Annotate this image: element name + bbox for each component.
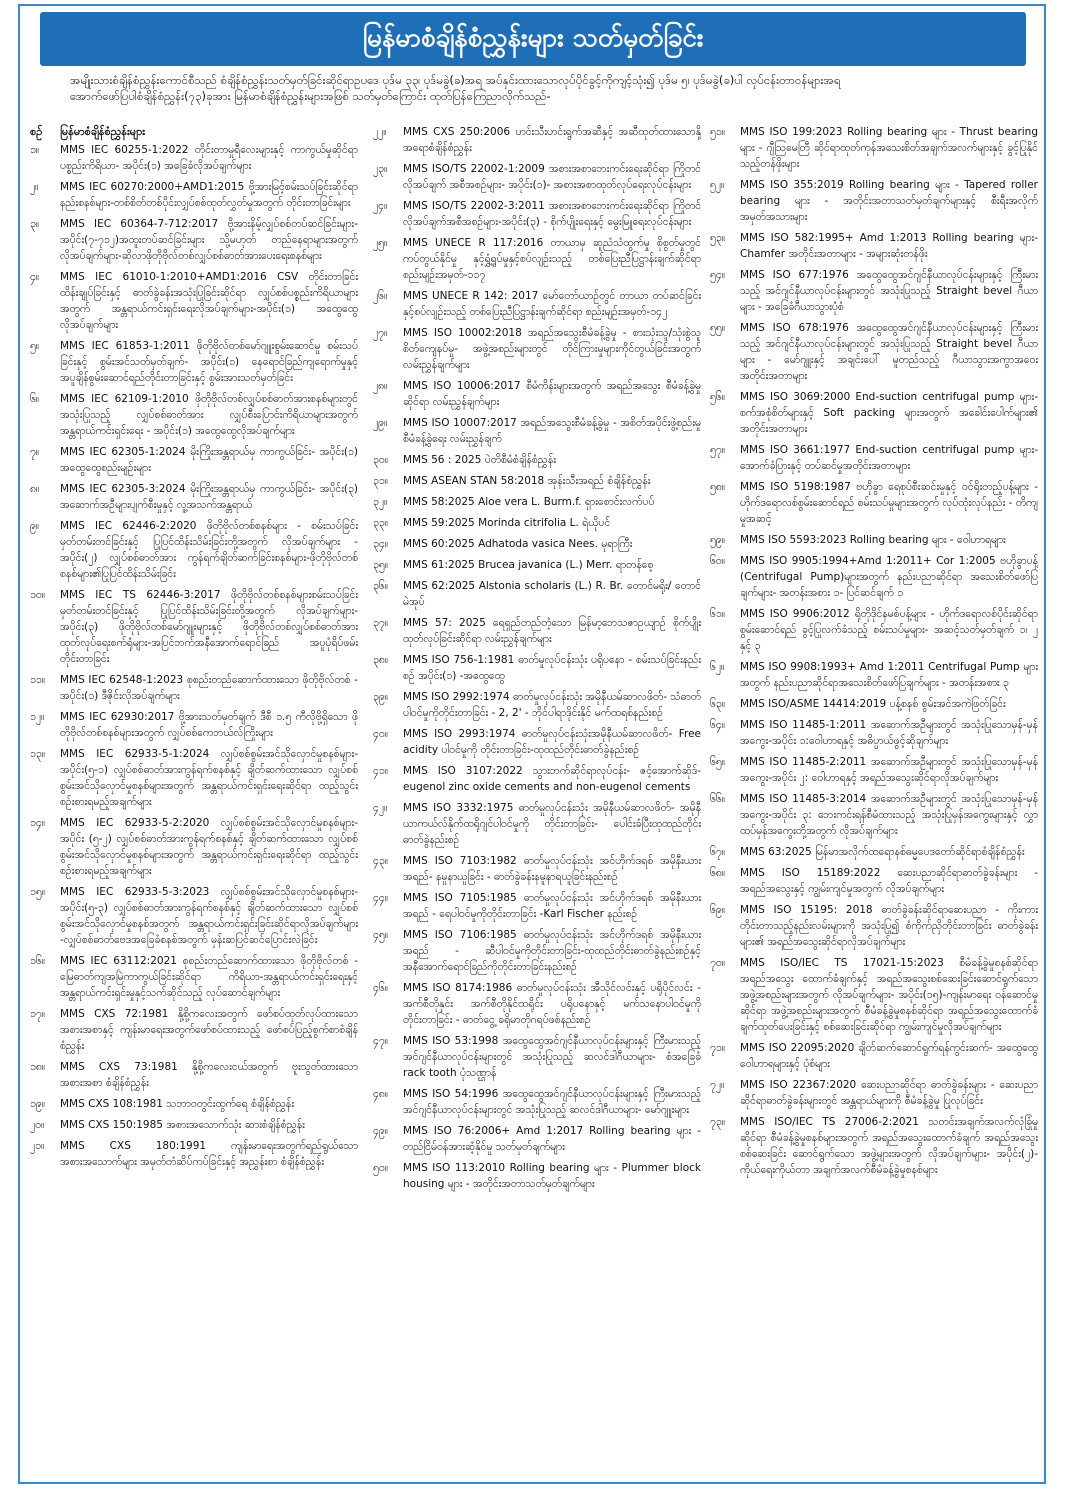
item-text: MMS CXS 180:1991 ကျန်းမာရေးအတွက်ရည်ရွယ်သော အစားအသောက်များ အမှတ်တံဆိပ်ကပ်ခြင်းနှင့် အညွှန်းစာ စံချိန်စံညွှန်း: [60, 1140, 358, 1168]
list-item: [710, 230, 1038, 262]
item-text: MMS 57: 2025 ရေရှည်တည်တံ့သော မြန်မာ့ဘေသဇာဥယျာဉ် စိုက်ပျိုးထုတ်လုပ်ခြင်းဆိုင်ရာ လမ်းညွှန်ချက်များ: [403, 617, 701, 645]
item-number: ၁၉။: [30, 1098, 45, 1110]
list-item: [710, 1114, 1038, 1178]
list-item: [30, 1006, 358, 1054]
list-item: [373, 980, 701, 1028]
item-text: MMS ISO 9906:2012 ရိုတိုဒိုင်နမစ်ပန့်များ - ဟိုက်ဒရောလစ်ပိုင်းဆိုင်ရာ စွမ်းဆောင်ရည် ခွင့်ပြုလက်ခံသည့် စမ်းသပ်မှုများ- အဆင့်သတ်မှတ်ချက် ၁၊ ၂ နှင့် ၃: [740, 608, 1038, 652]
item-text: MMS 56 : 2025 ပဲတိစီမံစံချိန်စံညွှန်း: [403, 454, 556, 466]
item-number: ၂။: [30, 181, 39, 193]
item-text: MMS IEC 60364-7-712:2017 ဗို့အားနိမ့်လျှပ်စစ်တပ်ဆင်ခြင်းများ- အပိုင်း(၇-၇၁၂)အထူးတပ်ဆင်ခြင်းများ သို့မဟုတ် တည်နေရာများအတွက် လိုအပ်ချက်များ-ဆိုလာဖိုတိုဗိုလ်တစ်လျှပ်စစ်ဓာတ်အားပေးရေးစနစ်များ: [60, 218, 358, 262]
list-item: [373, 890, 701, 922]
item-number: ၄၀။: [373, 728, 388, 740]
item-number: ၄၅။: [373, 929, 388, 941]
item-text: MMS IEC 62933-5-3:2023 လျှပ်စစ်စွမ်းအင်သိုလှောင်မှုစနစ်များ-အပိုင်း(၅-၃) လျှပ်စစ်ဓာတ်အားကွန်ရက်စနစ်နှင့် ချိတ်ဆက်ထားသော လျှပ်စစ်စွမ်းအင်သိုလှောင်မှုစနစ်အတွက် အန္တရာယ်ကင်းရှင်းခြင်းဆိုင်ရာလိုအပ်ချက်များ -လျှပ်စစ်ဓာတ်ဗေဒအခြေခံစနစ်အတွက် မှန်းဆပြင်ဆင်ပြောင်းလဲခြင်း: [60, 886, 358, 946]
item-number: ၂၆။: [373, 290, 388, 302]
item-number: ၂၅။: [373, 237, 388, 249]
list-item: [30, 1059, 358, 1091]
item-text: MMS UNECE R 142: 2017 မော်တော်ယာဉ်တွင် တာယာ တပ်ဆင်ခြင်းနှင့်စပ်လျဉ်းသည့် တစ်ပြေးညီပြဋ္ဌာန်းချက်ဆိုင်ရာ စည်းမျဉ်းအမှတ်-၁၄၂: [403, 290, 701, 318]
item-text: MMS CXS 72:1981 နို့စို့ကလေးအတွက် ဖော်စပ်ထုတ်လုပ်ထားသောအစားအစာနှင့် ကျန်းမာရေးအတွက်ဖော်စပ်ထားသည့် ဖော်စပ်ပြည့်စွက်စာစံချိန်စံညွှန်း: [60, 1008, 358, 1052]
list-item: [710, 791, 1038, 839]
list-item: [710, 442, 1038, 474]
item-number: ၁၅။: [30, 886, 45, 898]
item-text: MMS ISO 10002:2018 အရည်အသွေးစီမံခန့်ခွဲမှု - စားသုံးသူ/သုံးစွဲသူစိတ်ကျေနပ်မှု- အဖွဲ့အစည်းများတွင် တိုင်ကြားမှုများကိုင်တွယ်ခြင်းအတွက် လမ်းညွှန်ချက်များ: [403, 327, 701, 371]
item-number: ၆၁။: [710, 608, 725, 620]
item-text: MMS ASEAN STAN 58:2018 အုန်းသီးအရည် စံချိန်စံညွှန်း: [403, 475, 651, 487]
item-text: MMS ISO 22367:2020 ဆေးပညာဆိုင်ရာ ဓာတ်ခွဲခန်းများ - ဆေးပညာဆိုင်ရာဓာတ်ခွဲခန်းများတွင် အန္တရာယ်များကို စီမံခန့်ခွဲမှု ပြုလုပ်ခြင်း: [740, 1079, 1038, 1107]
item-number: ၁။: [30, 144, 40, 156]
item-number: ၄၇။: [373, 1035, 388, 1047]
list-item: [373, 689, 701, 721]
item-number: ၁၆။: [30, 955, 45, 967]
item-text: MMS ISO 7105:1985 ဓာတ်မှုလုပ်ငန်းသုံး အင်ဟိုက်ဒရစ် အမိုနီးယားအရည် - ရေပါဝင်မှုကိုတိုင်းတာခြင်း -Karl Fischer နည်းစဉ်: [403, 892, 701, 920]
item-text: MMS IEC 62305-3:2024 မိုးကြိုးအန္တရာယ်မှ ကာကွယ်ခြင်း- အပိုင်း(၃) အဆောက်အဦများပျက်စီးမှုနှင့် လူ့အသက်အန္တရာယ်: [60, 483, 358, 511]
item-text: MMS CXS 108:1981 သဘာဝတွင်းထွက်ရေ စံချိန်စံညွှန်း: [60, 1098, 295, 1110]
item-text: MMS ISO 355:2019 Rolling bearing များ - Tapered roller bearing များ - အတိုင်းအတာသတ်မှတ်ချက်များနှင့် စီးရီးအလိုက်အမှတ်အသားများ: [740, 179, 1038, 223]
list-item: [710, 865, 1038, 897]
item-text: MMS ISO 9905:1994+Amd 1:2011+ Cor 1:2005 ဗဟိုခွာပန့် (Centrifugal Pump)များအတွက် နည်းပညာဆိုင်ရာ အသေးစိတ်ဖော်ပြချက်များ- အတန်းအစား ၁- ပြင်ဆင်ချက် ၁: [740, 555, 1038, 599]
item-number: ၄၄။: [373, 892, 388, 904]
item-number: ၅။: [30, 340, 40, 352]
list-item: [30, 179, 358, 211]
list-item: [373, 853, 701, 885]
item-number: ၁၁။: [30, 674, 45, 686]
list-item: [710, 479, 1038, 527]
list-item: [710, 177, 1038, 225]
item-number: ၇၂။: [710, 1079, 725, 1091]
item-number: ၅၆။: [710, 391, 725, 403]
item-number: ၇၀။: [710, 957, 725, 969]
item-number: ၁၀။: [30, 589, 45, 601]
list-item: [373, 615, 701, 647]
item-text: MMS ISO 11485-1:2011 အဆောက်အဦများတွင် အသုံးပြုသောမှန်-မှန်အကွေး-အပိုင်း ၁:ဝေါဟာရနှင့် အဓိပ္ပာယ်ဖွင့်ဆိုချက်များ: [740, 719, 1038, 747]
list-item: [373, 515, 701, 531]
item-number: ၃၂။: [373, 496, 388, 508]
item-number: ၆၉။: [710, 904, 725, 916]
item-number: ၇၁။: [710, 1042, 725, 1054]
list-item: [373, 557, 701, 573]
item-text: MMS IEC 61853-1:2011 ဖိုတိုဗိုလ်တစ်မော်ဂျူးစွမ်းဆောင်မှု စမ်းသပ်ခြင်းနှင့် စွမ်းအင်သတ်မှတ်ချက်- အပိုင်း(၁) နေရောင်ခြည်ကျရောက်မှုနှင့် အပူချိန်စွမ်းဆောင်ရည်တိုင်းတာခြင်းနှင့် စွမ်းအားသတ်မှတ်ခြင်း: [60, 340, 358, 384]
item-text: MMS ISO 7106:1985 ဓာတ်မှုလုပ်ငန်းသုံး အင်ဟိုက်ဒရစ် အမိုနီးယားအရည် - ဆီပါဝင်မှုကိုတိုင်းတာခြင်း-ထုထည်တိုင်းဓာတ်ခွဲနည်းစဉ်နှင့် အနီအောက်ရောင်ခြည်ကိုတိုင်းတာခြင်းနည်းစဉ်: [403, 929, 701, 973]
item-text: MMS UNECE R 117:2016 တာယာမှ ဆူညံသံထွက်မှု စိုစွတ်မှုတွင် ကပ်တွယ်နိုင်မှု နှင့်ရွှံ့ရှုပ်မှုနှင့်စပ်လျဉ်းသည့် တစ်ပြေးညီပြဋ္ဌာန်းချက်ဆိုင်ရာ စည်းမျဉ်းအမှတ်-၁၁၇: [403, 237, 701, 281]
list-item: [373, 652, 701, 684]
list-item: [30, 746, 358, 810]
item-text: MMS IEC 62548-1:2023 စုစည်းတည်ဆောက်ထားသော ဖိုတိုဗိုလ်တစ် - အပိုင်း(၁) ဒီဇိုင်းလိုအပ်ချက်များ: [60, 674, 358, 702]
item-text: MMS ISO 756-1:1981 ဓာတ်မှုလုပ်ငန်းသုံး ပရိုပနော - စမ်းသပ်ခြင်းနည်းစဉ် အပိုင်း(၁) -အထွေထွေ: [403, 654, 701, 682]
item-number: ၆၂။: [710, 661, 725, 673]
item-number: ၁၃။: [30, 748, 45, 760]
item-text: MMS ISO 582:1995+ Amd 1:2013 Rolling bearing များ- Chamfer အတိုင်းအတာများ - အများဆုံးတန်ဖိုး: [740, 232, 1038, 260]
item-text: MMS ISO 678:1976 အထွေထွေအင်ဂျင်နီယာလုပ်ငန်းများနှင့် ကြီးမားသည့် အင်ဂျင်နီယာလုပ်ငန်းများတွင် အသုံးပြုသည့် Straight bevel ဂီယာများ - မော်ဂျူးနှင့် အချင်းပေါ် မူတည်သည့် ဂီယာသွားအကွာအဝေးအတိုင်းအတာများ: [740, 322, 1038, 382]
list-item: [373, 288, 701, 320]
item-number: ၇၃။: [710, 1116, 725, 1128]
list-item: [373, 161, 701, 193]
header-no: စဉ်: [30, 125, 43, 138]
list-item: [710, 902, 1038, 950]
list-item: [373, 452, 701, 468]
item-text: MMS IEC 62109-1:2010 ဖိုတိုဗိုလ်တစ်လျှပ်စစ်ဓာတ်အားစနစ်များတွင် အသုံးပြုသည့် လျှပ်စစ်ဓာတ်အား လျှပ်စီးပြောင်းကိရိယာများအတွက် အန္တရာယ်ကင်းရှင်းရေး - အပိုင်း(၁) အထွေထွေလိုအပ်ချက်များ: [60, 393, 358, 437]
item-text: MMS ISO/TS 22002-1:2009 အစားအစာဘေးကင်းရေးဆိုင်ရာ ကြိုတင်လိုအပ်ချက် အစီအစဉ်များ- အပိုင်း(၁)- အစားအစာထုတ်လုပ်ရေးလုပ်ငန်းများ: [403, 163, 701, 191]
item-text: MMS 58:2025 Aloe vera L. Burm.f. ရှားစောင်းလက်ပပ်: [403, 496, 655, 508]
item-number: ၅၇။: [710, 444, 725, 456]
list-item: [373, 578, 701, 610]
item-text: MMS ISO 15189:2022 ဆေးပညာဆိုင်ရာဓာတ်ခွဲခန်းများ - အရည်အသွေးနှင့် ကျွမ်းကျင်မှုအတွက် လိုအပ်ချက်များ: [740, 867, 1038, 895]
intro-line: အောက်ဖော်ပြပါစံချိန်စံညွှန်း(၇၃)ခုအား မြန်မာစံချိန်စံညွှန်းများအဖြစ် သတ်မှတ်ကြောင်း ထုတ်ပြန်ကြေညာလိုက်သည်-: [70, 89, 551, 103]
item-number: ၃၈။: [373, 654, 389, 666]
item-text: MMS ISO 10006:2017 စီမံကိန်းများအတွက် အရည်အသွေး စီမံခန့်ခွဲမှုဆိုင်ရာ လမ်းညွှန်ချက်များ: [403, 380, 701, 408]
list-item: [710, 267, 1038, 315]
list-item: [710, 606, 1038, 654]
item-number: ၆၈။: [710, 867, 726, 879]
item-text: MMS ISO 15195: 2018 ဓာတ်ခွဲခန်းဆိုင်ရာဆေးပညာ - ကိုးကားတိုင်းတာသည့်နည်းလမ်းများကို အသုံးပြု၍ စံကိုက်ညှိတိုင်းတာခြင်း ဓာတ်ခွဲခန်းများ၏ အရည်အသွေးဆိုင်ရာလိုအပ်ချက်များ: [740, 904, 1038, 948]
item-number: ၆၆။: [710, 793, 725, 805]
list-item: [710, 389, 1038, 437]
list-item: [373, 325, 701, 373]
list-item: [373, 763, 701, 795]
item-text: MMS ISO 3107:2022 သွားဘက်ဆိုင်ရာလုပ်ငန်း- ဇင့်အောက်ဆိုဒ်-eugenol zinc oxide cements and non-eugenol cements: [403, 765, 701, 793]
list-item: [30, 672, 358, 704]
list-item: [30, 953, 358, 1001]
item-number: ၅၉။: [710, 534, 725, 546]
item-number: ၁၈။: [30, 1061, 46, 1073]
intro-line: အမျိုးသားစံချိန်စံညွှန်းကောင်စီသည် စံချိန်စံညွှန်းသတ်မှတ်ခြင်းဆိုင်ရာဥပဒေ ပုဒ်မ ၃၃၊ ပုဒ်မခွဲ(ခ)အရ အပ်နှင်းထားသောလုပ်ပိုင်ခွင့်ကိုကျင့်သုံး၍ ပုဒ်မ ၅၊ ပုဒ်မခွဲ(ခ)ပါ လုပ်ငန်းတာဝန်များအရ: [70, 73, 841, 87]
list-item: [373, 927, 701, 975]
item-text: MMS ISO 10007:2017 အရည်အသွေးစီမံခန့်ခွဲမှု - အစိတ်အပိုင်းဖွဲ့စည်းမှုစီမံခန့်ခွဲရေး လမ်းညွှန်ချက်: [403, 417, 701, 445]
item-text: MMS ISO 7103:1982 ဓာတ်မှုလုပ်ငန်းသုံး အင်ဟိုက်ဒရစ် အမိုနီးယားအရည်- နမူနာယူခြင်း - ဓာတ်ခွဲခန်းနမူနာရယူခြင်းနည်းစဉ်: [403, 855, 701, 883]
list-item: [710, 532, 1038, 548]
standards-column-1: [30, 124, 358, 1175]
list-item: [30, 1138, 358, 1170]
list-item: [30, 142, 358, 174]
list-item: [710, 1040, 1038, 1072]
header-name: မြန်မာစံချိန်စံညွှန်းများ: [60, 125, 146, 138]
list-item: [373, 726, 701, 758]
standards-column-3: [710, 124, 1038, 1183]
list-item: [373, 198, 701, 230]
item-number: ၅၀။: [373, 1162, 388, 1174]
list-item: [710, 754, 1038, 786]
list-item: [373, 1123, 701, 1155]
item-number: ၉။: [30, 520, 40, 532]
item-text: MMS CXS 250:2006 ဟင်းသီးဟင်းရွက်အဆီနှင့် အဆီထုတ်ထားသောနို့အရောစံချိန်စံညွှန်း: [403, 126, 701, 154]
item-text: MMS ISO 3661:1977 End-suction centrifugal pump များ- အောက်ခံပြားနှင့် တပ်ဆင်မှုအတိုင်းအတာများ: [740, 444, 1038, 472]
column-header: [30, 124, 358, 140]
item-number: ၆၄။: [710, 719, 725, 731]
item-text: MMS IEC 62933-5-1:2024 လျှပ်စစ်စွမ်းအင်သိုလှောင်မှုစနစ်များ- အပိုင်း(၅-၁) လျှပ်စစ်ဓာတ်အားကွန်ရက်စနစ်နှင့် ချိတ်ဆက်ထားသော လျှပ်စစ်စွမ်းအင်သိုလှောင်မှုစနစ်များအတွက် အန္တရာယ်ကင်းရှင်းရေးဆိုင်ရာ ထည့်သွင်းစဉ်းစားရမည့်အချက်များ: [60, 748, 358, 808]
item-number: ၄၂။: [373, 802, 388, 814]
item-text: MMS ISO 2992:1974 ဓာတ်မှုလုပ်ငန်းသုံး အမိုနီယမ်ဆာလဖိတ်- သံဓာတ်ပါဝင်မှုကိုတိုင်းတာခြင်း - 2, 2' - ဘိုင်ပါရာဒိုင်းနိုင် မက်ထရစ်နည်းစဉ်: [403, 691, 701, 719]
item-number: ၂၈။: [373, 380, 388, 392]
list-item: [710, 717, 1038, 749]
list-item: [710, 696, 1038, 712]
item-number: ၅၄။: [710, 269, 725, 281]
item-text: MMS IEC 62446-2:2020 ဖိုတိုဗိုလ်တစ်စနစ်များ - စမ်းသပ်ခြင်း မှတ်တမ်းတင်ခြင်းနှင့် ပြုပြင်ထိန်းသိမ်းခြင်းတို့အတွက် လိုအပ်ချက်များ - အပိုင်း(၂) လျှပ်စစ်ဓာတ်အား ကွန်ရက်ချိတ်ဆက်ခြင်းစနစ်များ-ဖိုတိုဗိုလ်တစ်စနစ်များ၏ပြုပြင်ထိန်းသိမ်းခြင်း: [60, 520, 358, 580]
item-text: MMS ISO 3332:1975 ဓာတ်မှုလုပ်ငန်းသုံး အမိုနီယမ်ဆာလဖိတ်- အမိုနီယာကယ်လ်နိုက်ထရိုဂျင်ပါဝင်မှုကို တိုင်းတာခြင်း- ပေါင်းခံပြီးထုထည်တိုင်းဓာတ်ခွဲနည်းစဉ်: [403, 802, 701, 846]
item-text: MMS IEC 62930:2017 ဗို့အားသတ်မှတ်ချက် ဒီစီ ၁.၅ ကီလိုဗို့ရှိသော ဖိုတိုဗိုလ်တစ်စနစ်များအတွက် လျှပ်စစ်ကေဘယ်လ်ကြိုးများ: [60, 711, 358, 739]
list-item: [373, 1086, 701, 1118]
item-number: ၂၄။: [373, 200, 388, 212]
item-text: MMS IEC 62305-1:2024 မိုးကြိုးအန္တရာယ်မှ ကာကွယ်ခြင်း- အပိုင်း(၁) အထွေထွေစည်းမျဉ်းများ: [60, 446, 358, 474]
list-item: [710, 955, 1038, 1035]
item-number: ၄၉။: [373, 1125, 388, 1137]
list-item: [30, 587, 358, 667]
list-item: [30, 1096, 358, 1112]
item-text: MMS ISO/ASME 14414:2019 ပန့်စနစ် စွမ်းအင်အကဲဖြတ်ခြင်း: [740, 698, 1006, 710]
item-number: ၆။: [30, 393, 40, 405]
item-number: ၆၀။: [710, 555, 725, 567]
item-number: ၂၁။: [30, 1140, 45, 1152]
list-item: [30, 709, 358, 741]
item-text: MMS ISO 53:1998 အထွေထွေအင်ဂျင်နီယာလုပ်ငန်းများနှင့် ကြီးမားသည့် အင်ဂျင်နီယာလုပ်ငန်းများတွင် အသုံးပြုသည့် ဆလင်ဒါဂီယာများ- စံအခြေခံ rack tooth ပုံသဏ္ဌာန်: [403, 1035, 701, 1079]
item-text: MMS ISO 11485-2:2011 အဆောက်အဦများတွင် အသုံးပြုသောမှန်-မှန်အကွေး-အပိုင်း ၂: ဝေါဟာရနှင့် အရည်အသွေးဆိုင်ရာလိုအပ်ချက်များ: [740, 756, 1038, 784]
item-text: MMS ISO 76:2006+ Amd 1:2017 Rolling bearing များ - တည်ငြိမ်ဝန်အားဆံ့နိုင်မှု သတ်မှတ်ချက်များ: [403, 1125, 701, 1153]
item-number: ၄။: [30, 271, 40, 283]
item-text: MMS IEC 63112:2021 စုစည်းတည်ဆောက်ထားသော ဖိုတိုဗိုလ်တစ် - မြေဓာတ်ကျအမြဲကာကွယ်ခြင်းဆိုင်ရာ ကိရိယာ-အန္တရာယ်ကင်းရှင်းရေးနှင့် အန္တရာယ်ကင်းရှင်းမှုနှင့်သက်ဆိုင်သည့် လုပ်ဆောင်ချက်များ: [60, 955, 358, 999]
item-text: MMS ISO 5198:1987 ဗဟိုခွာ ရေစုပ်စီးဆင်းမှုနှင့် ဝင်ရိုးတည့်ပန့်များ - ဟိုက်ဒရောလစ်စွမ်းဆောင်ရည် စမ်းသပ်မှုများအတွက် လုပ်ထုံးလုပ်နည်း - တိကျမှုအဆင့်: [740, 481, 1038, 525]
list-item: [373, 494, 701, 510]
item-number: ၂၉။: [373, 417, 388, 429]
item-number: ၃၉။: [373, 691, 388, 703]
item-text: MMS ISO 54:1996 အထွေထွေအင်ဂျင်နီယာလုပ်ငန်းများနှင့် ကြီးမားသည့် အင်ဂျင်နီယာလုပ်ငန်းများတွင် အသုံးပြုသည့် ဆလင်ဒါဂီယာများ- မော်ဂျူးများ: [403, 1088, 701, 1116]
list-item: [30, 216, 358, 264]
list-item: [710, 124, 1038, 172]
item-number: ၁၂။: [30, 711, 45, 723]
item-text: MMS ISO 5593:2023 Rolling bearing များ - ဝေါဟာရများ: [740, 534, 1006, 546]
item-text: MMS CXS 73:1981 နို့စို့ကလေးငယ်အတွက် ဗူးသွတ်ထားသော အစားအစာ စံချိန်စံညွှန်း: [60, 1061, 358, 1089]
item-number: ၇။: [30, 446, 40, 458]
item-number: ၆၅။: [710, 756, 725, 768]
item-text: MMS ISO 2993:1974 ဓာတ်မှုလုပ်ငန်းသုံးအမိုနီယမ်ဆာလဖိတ်- Free acidity ပါဝင်မှုကို တိုင်းတာခြင်း-ထုထည်တိုင်းဓာတ်ခွဲနည်းစဉ်: [403, 728, 701, 756]
list-item: [373, 1160, 701, 1192]
item-number: ၆၃။: [710, 698, 725, 710]
item-number: ၂၃။: [373, 163, 388, 175]
list-item: [30, 269, 358, 333]
item-text: MMS IEC 60255-1:2022 တိုင်းတာမှုရီလေးများနှင့် ကာကွယ်မှုဆိုင်ရာပစ္စည်းကိရိယာ- အပိုင်း(၁) အခြေခံလိုအပ်ချက်များ: [60, 144, 358, 172]
item-number: ၄၁။: [373, 765, 388, 777]
item-number: ၂၇။: [373, 327, 388, 339]
standards-column-2: [373, 124, 701, 1197]
list-item: [30, 1117, 358, 1133]
list-item: [373, 415, 701, 447]
page-title: မြန်မာစံချိန်စံညွှန်းများ သတ်မှတ်ခြင်း: [362, 22, 704, 53]
title-banner: [40, 12, 1026, 66]
item-text: MMS 63:2025 မြန်မာအလိုက်ထရောနစ်ဓမ္မပေဒတော်ဆိုင်ရာစံချိန်စံညွှန်း: [740, 846, 1025, 858]
list-item: [710, 553, 1038, 601]
list-item: [710, 659, 1038, 691]
item-text: MMS 59:2025 Morinda citrifolia L. ရဲယိုပင်: [403, 517, 611, 529]
item-text: MMS ISO/TS 22002-3:2011 အစားအစာဘေးကင်းရေးဆိုင်ရာ ကြိုတင်လိုအပ်ချက်အစီအစဉ်များ-အပိုင်း(၃) - စိုက်ပျိုးရေးနှင့် မွေးမြူရေးလုပ်ငန်းများ: [403, 200, 701, 228]
list-item: [30, 338, 358, 386]
list-item: [373, 235, 701, 283]
item-text: MMS 60:2025 Adhatoda vasica Nees. မုရာကြီး: [403, 538, 633, 550]
item-number: ၂၀။: [30, 1119, 45, 1131]
item-number: ၃၃။: [373, 517, 388, 529]
item-number: ၃၁။: [373, 475, 388, 487]
item-number: ၃၀။: [373, 454, 388, 466]
item-text: MMS ISO/IEC TS 17021-15:2023 စီမံခန့်ခွဲမှုစနစ်ဆိုင်ရာ အရည်အသွေး ထောက်ခံချက်နှင့် အရည်အသွေးစစ်ဆေးခြင်းဆောင်ရွက်သော အဖွဲ့အစည်းများအတွက် လိုအပ်ချက်များ- အပိုင်း(၁၅)-ကျန်းမာရေး ဝန်ဆောင်မှုဆိုင်ရာ အဖွဲ့အစည်းများအတွက် စီမံခန့်ခွဲမှုစနစ်ဆိုင်ရာ အရည်အသွေးထောက်ခံချက်ထုတ်ပေးခြင်းနှင့် စစ်ဆေးခြင်းဆိုင်ရာ ကျွမ်းကျင်မှုလိုအပ်ချက်များ: [740, 957, 1038, 1033]
item-number: ၅၂။: [710, 179, 725, 191]
item-number: ၃၄။: [373, 538, 388, 550]
list-item: [373, 473, 701, 489]
item-text: MMS ISO 22095:2020 ချိတ်ဆက်ဆောင်ရွက်ရန်ကွင်းဆက်- အထွေထွေဝေါဟာရများနှင့် ပုံစံများ: [740, 1042, 1038, 1070]
item-number: ၄၆။: [373, 982, 388, 994]
item-number: ၃၅။: [373, 559, 388, 571]
item-text: MMS ISO 8174:1986 ဓာတ်မှုလုပ်ငန်းသုံး အီသိုင်လင်းနှင့် ပရိုပိုင်လင်း - အက်စီတိုနှင်း အက်စီတိုနိုင်ထရိုင်း ပရိုပနောနှင့် မက်သနောပါဝင်မှုကိုတိုင်းတာခြင်း - ဓာတ်ငွေ့ ခရိုမာတိုဂရပ်ဖစ်နည်းစဉ်: [403, 982, 701, 1026]
item-text: MMS ISO 199:2023 Rolling bearing များ - Thrust bearing များ - ဂျီဩမေတြီ ဆိုင်ရာထုတ်ကုန်အသေးစိတ်အချက်အလက်များနှင့် ခွင့်ပြုနိုင်သည့်တန်ဖိုးများ: [740, 126, 1038, 170]
item-number: ၈။: [30, 483, 40, 495]
item-number: ၃၇။: [373, 617, 388, 629]
list-item: [30, 884, 358, 948]
item-number: ၅၁။: [710, 126, 725, 138]
list-item: [710, 320, 1038, 384]
item-number: ၂၂။: [373, 126, 387, 138]
item-text: MMS IEC TS 62446-3:2017 ဖိုတိုဗိုလ်တစ်စနစ်များစမ်းသပ်ခြင်း မှတ်တမ်းတင်ခြင်းနှင့် ပြုပြင်ထိန်းသိမ်းခြင်းတို့အတွက် လိုအပ်ချက်များ- အပိုင်း(၃) ဖိုတိုဗိုလ်တစ်မော်ဂျူးများနှင့် ဖိုတိုဗိုလ်တစ်လျှပ်စစ်ဓာတ်အား ထုတ်လုပ်ရေးစက်ရုံများ-အပြင်ဘက်အနီအောက်ရောင်ခြည် အပူပုံရိပ်ဖမ်းတိုင်းတာခြင်း: [60, 589, 358, 665]
item-text: MMS ISO 9908:1993+ Amd 1:2011 Centrifugal Pump များအတွက် နည်းပညာဆိုင်ရာအသေးစိတ်ဖော်ပြချက်များ - အတန်းအစား ၃: [740, 661, 1038, 689]
item-text: MMS ISO 11485-3:2014 အဆောက်အဦများတွင် အသုံးပြုသောမှန်-မှန်အကွေး-အပိုင်း ၃: ဘေးကင်းရန်စီမံထားသည့် အသုံးပြုမှန်အကွေးများနှင့် လွှာထပ်မှန်အကွေးတို့အတွက် လိုအပ်ချက်များ: [740, 793, 1038, 837]
list-item: [30, 481, 358, 513]
item-text: MMS ISO 3069:2000 End-suction centrifugal pump များ- စက်အစုံစိတ်များနှင့် Soft packing များအတွက် အခေါင်းပေါက်များ၏ အတိုင်းအတာများ: [740, 391, 1038, 435]
list-item: [373, 124, 701, 156]
list-item: [373, 378, 701, 410]
item-text: MMS ISO 677:1976 အထွေထွေအင်ဂျင်နီယာလုပ်ငန်းများနှင့် ကြီးမားသည့် အင်ဂျင်နီယာလုပ်ငန်းများတွင် အသုံးပြုသည့် Straight bevel ဂီယာများ - အခြေခံဂီယာသွားပုံစံ: [740, 269, 1038, 313]
item-text: MMS CXS 150:1985 အစားအသောက်သုံး ဆားစံချိန်စံညွှန်း: [60, 1119, 305, 1131]
item-text: MMS IEC 62933-5-2:2020 လျှပ်စစ်စွမ်းအင်သိုလှောင်မှုစနစ်များ- အပိုင်း (၅-၂) လျှပ်စစ်ဓာတ်အားကွန်ရက်စနစ်နှင့် ချိတ်ဆက်ထားသော လျှပ်စစ်စွမ်းအင်သိုလှောင်မှုစနစ်များအတွက် အန္တရာယ်ကင်းရှင်းရေးဆိုင်ရာ ထည့်သွင်းစဉ်းစားရမည့်အချက်များ: [60, 817, 358, 877]
item-text: MMS ISO 113:2010 Rolling bearing များ - Plummer block housing များ - အတိုင်းအတာသတ်မှတ်ချက်များ: [403, 1162, 701, 1190]
item-number: ၅၈။: [710, 481, 726, 493]
list-item: [373, 800, 701, 848]
list-item: [373, 536, 701, 552]
item-text: MMS 61:2025 Brucea javanica (L.) Merr. ရာတန်စေ့: [403, 559, 654, 571]
item-number: ၃။: [30, 218, 40, 230]
list-item: [30, 391, 358, 439]
list-item: [30, 815, 358, 879]
list-item: [30, 518, 358, 582]
list-item: [710, 1077, 1038, 1109]
item-number: ၆၇။: [710, 846, 725, 858]
intro-paragraph: [70, 72, 1030, 104]
item-text: MMS IEC 61010-1:2010+AMD1:2016 CSV တိုင်းတာခြင်း ထိန်းချုပ်ခြင်းနှင့် ဓာတ်ခွဲခန်းအသုံးပြုခြင်းဆိုင်ရာ လျှပ်စစ်ပစ္စည်းကိရိယာများအတွက် အန္တရာယ်ကင်းရှင်းရေးလိုအပ်ချက်များ-အပိုင်း(၁) အထွေထွေလိုအပ်ချက်များ: [60, 271, 358, 331]
item-text: MMS IEC 60270:2000+AMD1:2015 ဗို့အားမြင့်စမ်းသပ်ခြင်းဆိုင်ရာနည်းစနစ်များ-တစ်စိတ်တစ်ပိုင်းလျှပ်စစ်ထုတ်လွှတ်မှုအတွက် တိုင်းတာခြင်းများ: [60, 181, 358, 209]
item-number: ၄၃။: [373, 855, 388, 867]
item-text: MMS 62:2025 Alstonia scholaris (L.) R. Br. တောင်မရိုး/ တောင်မဲအုပ်: [403, 580, 701, 608]
list-item: [30, 444, 358, 476]
item-number: ၅၃။: [710, 232, 725, 244]
item-number: ၁၄။: [30, 817, 45, 829]
list-item: [710, 844, 1038, 860]
item-number: ၅၅။: [710, 322, 725, 334]
list-item: [373, 1033, 701, 1081]
item-text: MMS ISO/IEC TS 27006-2:2021 သတင်းအချက်အလက်လုံခြုံမှုဆိုင်ရာ စီမံခန့်ခွဲမှုစနစ်များအတွက် အရည်အသွေးထောက်ခံချက် အရည်အသွေးစစ်ဆေးခြင်း ဆောင်ရွက်သော အဖွဲ့များအတွက် လိုအပ်ချက်များ- အပိုင်း(၂)- ကိုယ်ရေးကိုယ်တာ အချက်အလက်စီမံခန့်ခွဲမှုစနစ်များ: [740, 1116, 1038, 1176]
item-number: ၃၆။: [373, 580, 388, 592]
item-number: ၁၇။: [30, 1008, 45, 1020]
item-number: ၄၈။: [373, 1088, 389, 1100]
